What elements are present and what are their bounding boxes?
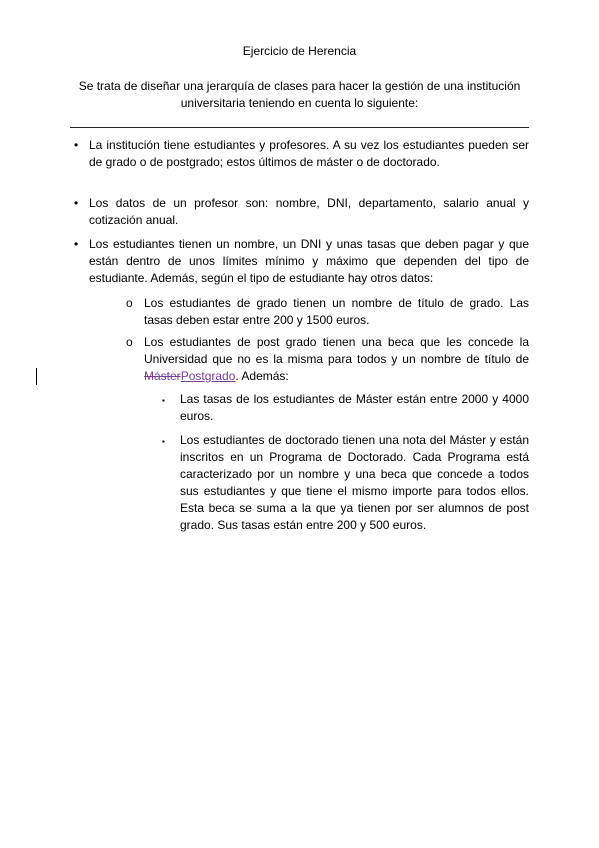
list-item-institution: La institución tiene estudiantes y profesores. A su vez los estudiantes pueden ser de grado o de postgrado; estos últimos de máster o de doctorado. (89, 138, 529, 169)
subsublist-item-doctorado: Los estudiantes de doctorado tienen una nota del Máster y están inscritos en un Programa de Doctorado. Cada Programa está caracterizado por un nombre y una beca que concede a todos sus estudiantes y que tiene el mismo importe para todos ellos. Esta beca se suma a la que ya tienen por ser alumnos de post grado. Sus tasas están entre 200 y 500 euros. (180, 433, 529, 532)
list-item-students: Los estudiantes tienen un nombre, un DNI y unas tasas que deben pagar y que están dentro de unos límites mínimo y máximo que dependen del tipo de estudiante. Además, según el tipo de estudiante hay otros datos: (89, 237, 529, 285)
circle-bullet-icon: o (126, 335, 133, 349)
horizontal-rule (70, 127, 529, 128)
deleted-text: Máster (144, 369, 181, 383)
subsublist-item-master: Las tasas de los estudiantes de Máster están entre 2000 y 4000 euros. (180, 392, 529, 423)
sublist-item-postgrado (144, 334, 529, 385)
bullet-icon: • (74, 196, 79, 210)
list-item-professor-data: Los datos de un profesor son: nombre, DNI, departamento, salario anual y cotización anual. (89, 196, 529, 227)
sublist-item-grado: Los estudiantes de grado tienen un nombre de título de grado. Las tasas deben estar entre 200 y 1500 euros. (144, 296, 529, 327)
postgrado-text-before: Los estudiantes de post grado tienen una beca que les concede la Universidad que no es la misma para todos y un nombre de título de (144, 335, 529, 366)
circle-bullet-icon: o (126, 296, 133, 310)
document-title: Ejercicio de Herencia (242, 44, 357, 58)
bullet-icon: • (74, 237, 79, 251)
change-bar (36, 368, 37, 385)
intro-paragraph: Se trata de diseñar una jerarquía de clases para hacer la gestión de una institución universitaria teniendo en cuenta lo siguiente: (78, 79, 521, 110)
square-bullet-icon: ▪ (162, 396, 165, 405)
inserted-text: Postgrado (180, 369, 236, 383)
postgrado-text-after: . Además: (235, 369, 289, 383)
square-bullet-icon: ▪ (162, 437, 165, 446)
bullet-icon: • (74, 138, 79, 152)
